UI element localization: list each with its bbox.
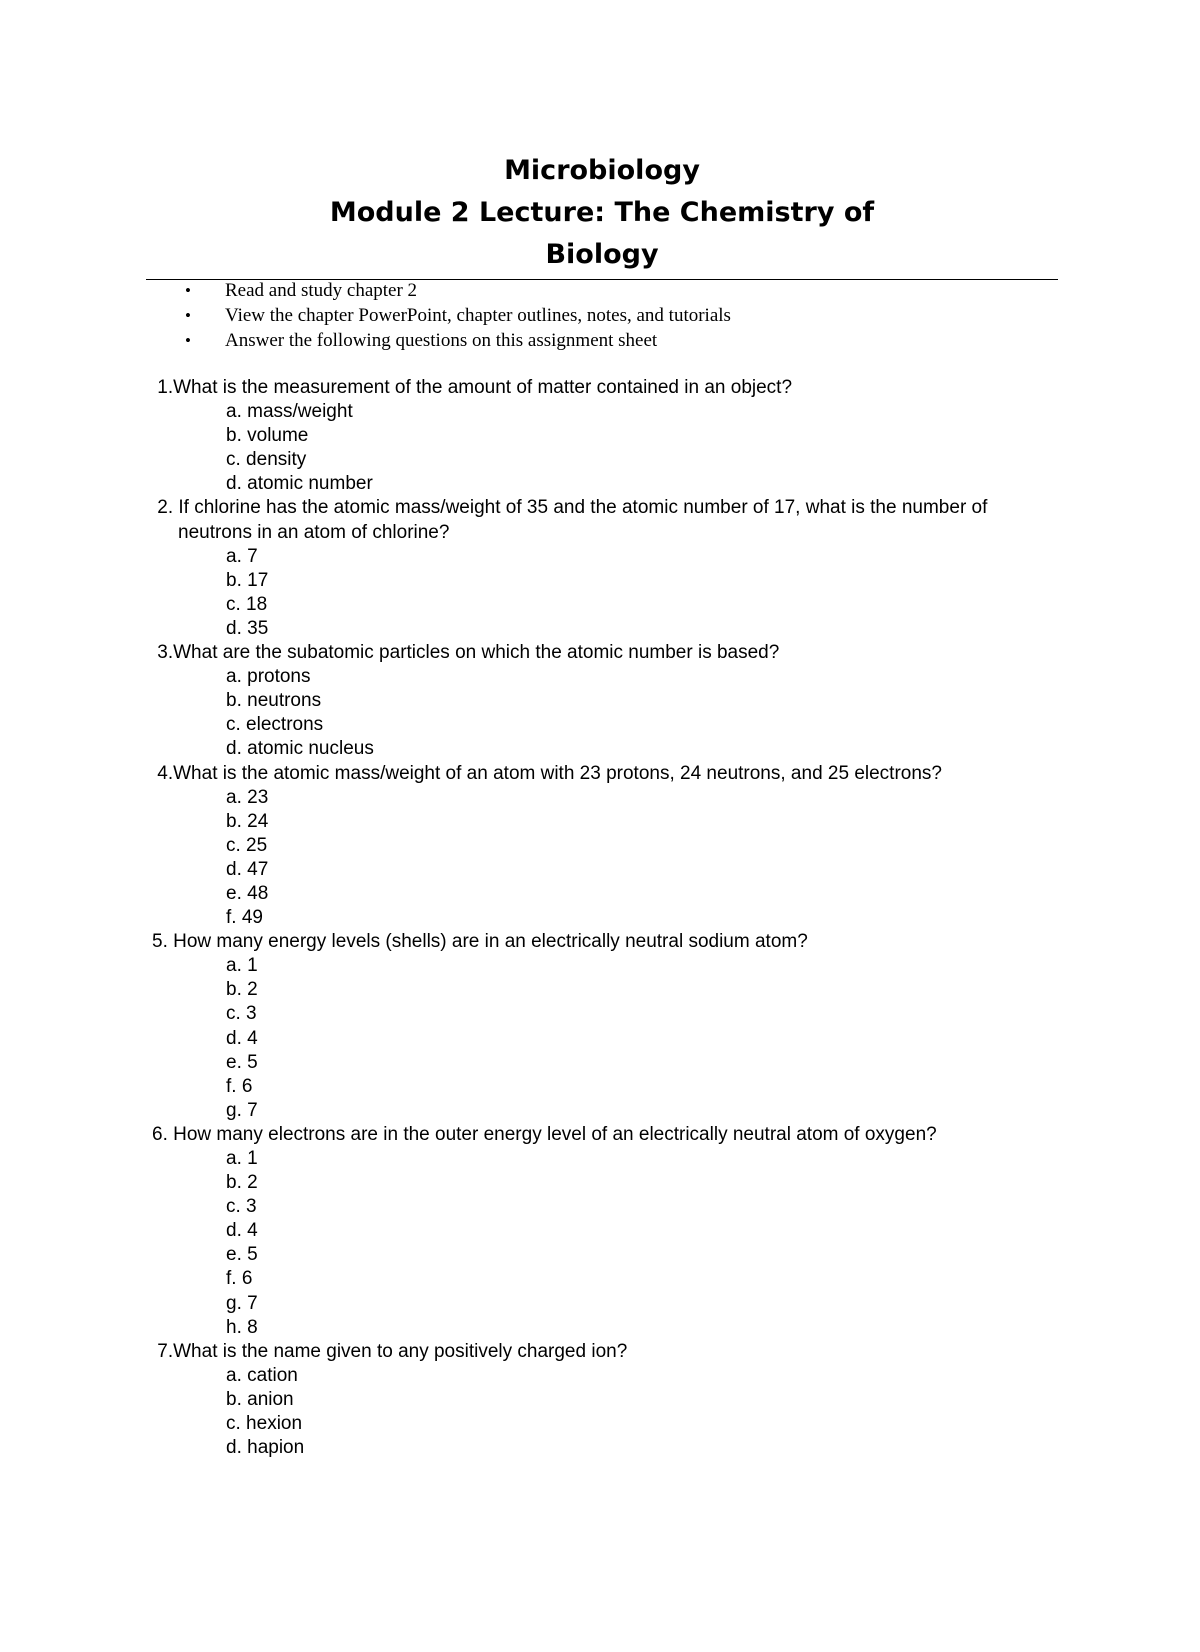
answer-option: a. mass/weight [226, 401, 353, 423]
instruction-item [185, 303, 731, 328]
instruction-item [185, 278, 731, 303]
title-line-module: Module 2 Lecture: The Chemistry of [329, 197, 875, 228]
answer-option: d. 4 [226, 1027, 258, 1049]
answer-options [152, 1364, 1052, 1460]
document-title [146, 150, 1058, 276]
bullet-icon: • [185, 331, 191, 350]
answer-option: d. 47 [226, 858, 269, 880]
bullet-icon: • [185, 306, 191, 325]
instruction-text: Answer the following questions on this assignment sheet [225, 330, 658, 351]
answer-option: d. hapion [226, 1437, 305, 1459]
answer-option: b. anion [226, 1388, 294, 1410]
answer-option: a. 1 [226, 1148, 258, 1169]
question-3 [152, 641, 1052, 761]
answer-option: b. 2 [226, 979, 258, 1001]
bullet-icon: • [185, 281, 191, 300]
answer-option: c. 18 [226, 593, 268, 615]
question-7 [152, 1340, 1052, 1460]
answer-option: b. neutrons [226, 690, 322, 712]
question-text: 5. How many energy levels (shells) are in an electrically neutral sodium atom? [152, 931, 808, 953]
answer-option: d. atomic number [226, 473, 373, 495]
answer-option: f. 6 [226, 1075, 253, 1097]
instruction-text: Read and study chapter 2 [225, 280, 418, 301]
answer-options [152, 400, 1052, 496]
answer-option: e. 5 [226, 1051, 258, 1073]
answer-option: c. electrons [226, 714, 324, 736]
answer-option: b. 24 [226, 810, 269, 832]
instruction-item [185, 328, 731, 353]
answer-options [152, 665, 1052, 761]
title-line-course: Microbiology [504, 155, 700, 186]
question-text: 4.What is the atomic mass/weight of an atom with 23 protons, 24 neutrons, and 25 electrons? [152, 762, 942, 784]
answer-option: f. 49 [226, 907, 263, 929]
question-1 [152, 376, 1052, 496]
answer-option: b. 17 [226, 569, 269, 591]
answer-option: c. hexion [226, 1413, 303, 1435]
question-4 [152, 762, 1052, 931]
question-text: 6. How many electrons are in the outer energy level of an electrically neutral atom of oxygen? [152, 1123, 937, 1145]
answer-option: d. 35 [226, 617, 269, 639]
answer-option: a. protons [226, 666, 311, 688]
question-text: 2. If chlorine has the atomic mass/weight of 35 and the atomic number of 17, what is the number of neutrons in an atom of chlorine? [152, 497, 993, 543]
instruction-list [185, 278, 731, 353]
answer-option: a. 1 [226, 955, 258, 977]
answer-option: a. cation [226, 1364, 298, 1386]
answer-option: h. 8 [226, 1316, 258, 1338]
question-5 [152, 930, 1052, 1123]
question-2 [152, 496, 1052, 641]
answer-option: b. volume [226, 425, 309, 447]
question-text: 3.What are the subatomic particles on which the atomic number is based? [152, 642, 780, 664]
answer-option: g. 7 [226, 1292, 258, 1314]
question-text: 7.What is the name given to any positively charged ion? [152, 1340, 628, 1362]
question-text: 1.What is the measurement of the amount of matter contained in an object? [152, 377, 793, 398]
answer-option: b. 2 [226, 1172, 258, 1194]
answer-option: a. 7 [226, 545, 258, 567]
instruction-text: View the chapter PowerPoint, chapter outlines, notes, and tutorials [225, 305, 731, 326]
answer-option: d. 4 [226, 1220, 258, 1242]
question-6 [152, 1123, 1052, 1340]
answer-options [152, 954, 1052, 1123]
answer-option: e. 5 [226, 1244, 258, 1266]
answer-options [152, 1147, 1052, 1340]
answer-option: a. 23 [226, 786, 269, 808]
answer-option: c. 25 [226, 834, 268, 856]
answer-option: c. 3 [226, 1003, 257, 1025]
answer-option: c. 3 [226, 1196, 257, 1218]
answer-option: d. atomic nucleus [226, 738, 374, 760]
question-list [152, 376, 1052, 1460]
answer-option: e. 48 [226, 882, 269, 904]
title-line-subject: Biology [545, 239, 659, 270]
answer-options [152, 786, 1052, 931]
answer-options [152, 545, 1052, 641]
answer-option: c. density [226, 449, 307, 471]
answer-option: f. 6 [226, 1268, 253, 1290]
answer-option: g. 7 [226, 1099, 258, 1121]
